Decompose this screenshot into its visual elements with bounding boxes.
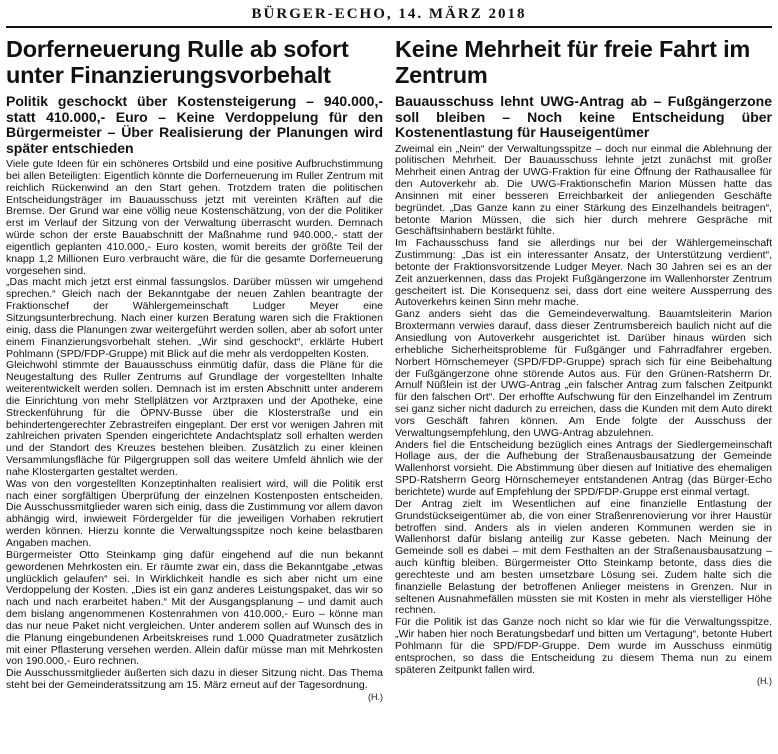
paragraph: Viele gute Ideen für ein schöneres Ortsbild und eine positive Aufbruchstimmung bei allen Beteiligten: Eigentlich könnte die Dorferneuerung im Ruller Zentrum mit reichlich Rückenwind an den Start gehen. Trotzdem traten die politischen Entscheidungsträger im Bauausschuss jetzt mit vereinten Kräften auf die Bremse. Der Grund war eine völlig neue Kostenschätzung, von der die Politiker erst im Verlauf der Sitzung von der Verwaltung überrascht wurden. Demnach würde schon der erste Bauabschnitt der Maßnahme rund 940.000,- statt der eigentlich geplanten 410.000,- Euro kosten, womit bereits der größte Teil der knapp 1,2 Millionen Euro verbraucht wäre, die für die gesamte Dorferneuerung vorgesehen sind. (6, 158, 383, 277)
article-headline: Dorferneuerung Rulle ab sofort unter Finanzierungsvorbehalt (6, 36, 349, 88)
article-left (6, 36, 383, 702)
paragraph: Im Fachausschuss fand sie allerdings nur bei der Wählergemeinschaft Zustimmung: „Das ist ein interessanter Ansatz, der Unterstützung verdient“, betonte der Fraktionsvorsitzende Ludger Meyer. Nach 30 Jahren sei es an der Zeit anzuerkennen, dass das Projekt Fußgängerzone im Wallenhorster Zentrum gescheitert ist. Die Konsequenz sei, dass dort eine weitere Aussperrung des Autoverkehrs keinen Sinn mehr mache. (395, 237, 772, 309)
paragraph: Zweimal ein „Nein“ der Verwaltungsspitze – doch nur einmal die Ablehnung der politischen Mehrheit. Der Bauausschuss lehnte jetzt zunächst mit großer Mehrheit einen Antrag der UWG-Fraktion für eine Öffnung der Rathausallee für den Autoverkehr ab. Die UWG-Fraktionschefin Marion Müssen hatte das Ansinnen mit einer besseren Erreichbarkeit der anliegenden Geschäfte begründet. „Das Ganze kann zu einer Stärkung des Einzelhandels beitragen“, betonte Marion Müssen, die sich hier durch mehrere Gespräche mit Geschäftsinhabern bestärkt fühlte. (395, 142, 772, 238)
article-right (395, 36, 772, 702)
article-columns (6, 36, 772, 702)
article-body (6, 159, 383, 702)
paragraph: „Das macht mich jetzt erst einmal fassungslos. Darüber müssen wir umgehend sprechen.“ Gleich nach der Bekanntgabe der neuen Zahlen beantragte der Fraktionschef der Wählergemeinschaft Ludger Meyer eine Sitzungsunterbrechung. Nach einer kurzen Beratung waren sich die Fraktionen einig, dass die Planungen zwar weitergeführt werden sollen, aber ab sofort unter einem Finanzierungsvorbehalt stehen. „Wir sind geschockt“, erklärte Hubert Pohlmann (SPD/FDP-Gruppe) mit Blick auf die mehr als verdoppelten Kosten. (6, 276, 383, 360)
paragraph: Ganz anders sieht das die Gemeindeverwaltung. Bauamtsleiterin Marion Broxtermann verwies darauf, dass dieser Zentrumsbereich baulich nicht auf die Ansiedlung von Autoverkehr ausgerichtet ist. Darüber hinaus würden sich erhebliche Sicherheitsprobleme für Fußgänger und Fahrradfahrer ergeben. Norbert Hörnschemeyer (SPD/FDP-Gruppe) sprach sich für eine Beibehaltung der Fußgängerzone ohne störende Autos aus. Für den Grünen-Ratsherrn Dr. Arnulf Nüßlein ist der UWG-Antrag „ein falscher Antrag zum falschen Zeitpunkt für den falschen Ort“. Der erhoffte Aufschwung für den Einzelhandel im Zentrum sei ganz sicher nicht dadurch zu erreichen, dass die Kunden mit dem Auto direkt vors Geschäft fahren können. Am Ende folgte der Ausschuss der Verwaltungsempfehlung, den UWG-Antrag abzulehnen. (395, 308, 772, 439)
article-body (395, 144, 772, 687)
article-headline: Keine Mehrheit für freie Fahrt im Zentrum (395, 36, 751, 88)
paragraph: Die Ausschussmitglieder äußerten sich dazu in dieser Sitzung nicht. Das Thema steht bei der Gemeinderatssitzung am 15. März erneut auf der Tagesordnung. (6, 667, 383, 692)
author-byline: (H.) (757, 676, 772, 687)
paragraph: Für die Politik ist das Ganze noch nicht so klar wie für die Verwaltungsspitze. „Wir haben hier noch Beratungsbedarf und bitten um Vertagung“, betonte Hubert Pohlmann für die SPD/FDP-Gruppe. Dem wurde im Ausschuss einmütig entsprochen, so dass die Entscheidung zu diesem Thema nun zu einem späteren Zeitpunkt fallen wird. (395, 616, 772, 676)
masthead: BÜRGER-ECHO, 14. MÄRZ 2018 (6, 0, 772, 28)
paragraph: Bürgermeister Otto Steinkamp ging dafür eingehend auf die nun bekannt gewordenen Mehrkosten ein. Er räumte zwar ein, dass die Bekanntgabe „etwas unglücklich gelaufen“ sei. In Wirklichkeit handle es sich aber nicht um eine Verdoppelung der Kosten. „Dies ist ein ganz anderes Leistungspaket, das wir so nach und nach erarbeitet haben.“ Mit der Ausgangsplanung – und damit auch dem bislang angenommenen Kostenrahmen von 410.000,- Euro – könne man das nur neue Paket nicht vergleichen. Unter anderem sollen auf Wunsch des in die Planung eingebundenen Arbeitskreises rund 1.000 Quadratmeter zusätzlich mit einer Pflasterung versehen werden. Allein dafür müsse man mit Mehrkosten von 190.000,- Euro rechnen. (6, 548, 383, 668)
article-subhead: Politik geschockt über Kostensteigerung – 940.000,- statt 410.000,- Euro – Keine Verdoppelung für den Bürgermeister – Über Realisierung der Planungen wird später entschieden (6, 93, 383, 156)
paragraph: Anders fiel die Entscheidung bezüglich eines Antrags der Siedlergemeinschaft Hollage aus, der die Aufhebung der Straßenausbausatzung der Gemeinde Wallenhorst vorsieht. Die Abstimmung über diesen auf Initiative des ehemaligen SPD-Ratsherrn Georg Hörnschemeyer entstandenen Antrag (das Bürger-Echo berichtete) wurde auf Empfehlung der SPD/FDP-Gruppe erst einmal vertagt. (395, 438, 772, 498)
article-subhead: Bauausschuss lehnt UWG-Antrag ab – Fußgängerzone soll bleiben – Noch keine Entscheidung über Kostenentlastung für Hauseigentümer (395, 93, 772, 140)
paragraph: Der Antrag zielt im Wesentlichen auf eine finanzielle Entlastung der Grundstückseigentümer ab, die von einer Straßenrenovierung vor ihrer Haustür betroffen sind. Anders als in vielen anderen Kommunen werden sie in Wallenhorst dafür bislang anteilig zur Kasse gebeten. Nach Meinung der Gemeinde soll es dabei – mit dem Festhalten an der Straßenausbausatzung – auch künftig bleiben. Bürgermeister Otto Steinkamp betonte, dass dies die gerechteste und am besten umsetzbare Lösung sei. Zudem halte sich die finanzielle Belastung der betroffenen Anlieger meistens in Grenzen. Nur in seltenen Ausnahmefällen müssten sie mit Kosten in mehr als vierstelliger Höhe rechnen. (395, 497, 772, 617)
paragraph: Gleichwohl stimmte der Bauausschuss einmütig dafür, dass die Pläne für die Neugestaltung des Ruller Zentrums auf Grundlage der vorgestellten Inhalte weiterentwickelt werden sollen. Demnach ist im ersten Abschnitt unter anderem die Einrichtung von mehr Stellplätzen vor Arztpraxen und der Apotheke, eine Streckenführung für die ÖPNV-Busse über die Klosterstraße und ein behindertengerechter Zebrastreifen eingeplant. Der erst vor wenigen Jahren mit zahlreichen privaten Spenden eingerichtete Andachtsplatz soll erhalten werden und der Standort des Kreuzes bestehen bleiben. Zusätzlich zu einer kleinen Versammlungsfläche für Pilgergruppen soll das weitere Umfeld ähnlich wie der nahe Klostergarten gestaltet werden. (6, 359, 383, 478)
paragraph: Was von den vorgestellten Konzeptinhalten realisiert wird, will die Politik erst nach einer sorgfältigen Überprüfung der einzelnen Kostenposten entscheiden. Die Ausschussmitglieder waren sich einig, dass die Zustimmung vor allem davon abhängig wird, inwieweit Fördergelder für die jeweiligen Vorhaben rekrutiert werden können. Hierzu konnte die Verwaltungsspitze noch keine belastbaren Angaben machen. (6, 477, 383, 549)
author-byline: (H.) (368, 691, 383, 702)
